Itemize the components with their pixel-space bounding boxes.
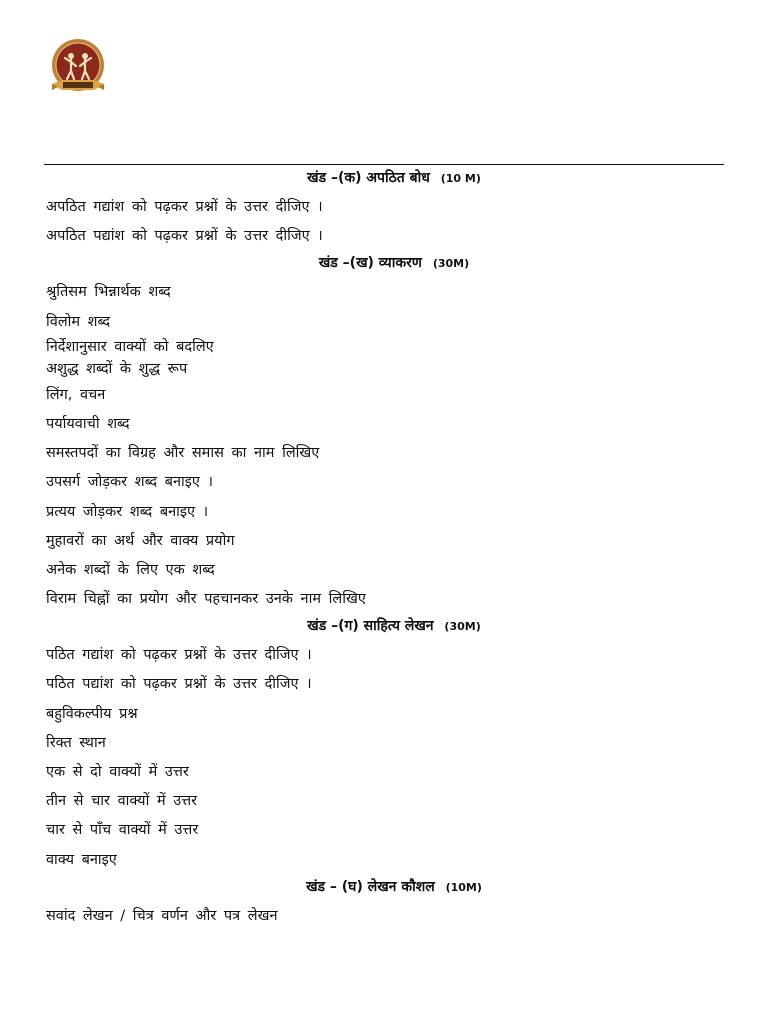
list-item: एक से दो वाक्यों में उत्तर bbox=[46, 764, 189, 780]
school-logo bbox=[49, 38, 107, 98]
list-item: अपठित गद्यांश को पढ़कर प्रश्नों के उत्तर दीजिए । bbox=[46, 199, 323, 215]
list-item: विलोम शब्द bbox=[46, 313, 111, 330]
list-item: बहुविकल्पीय प्रश्न bbox=[46, 705, 138, 722]
list-item: रिक्त स्थान bbox=[46, 734, 106, 751]
list-item: पठित पद्यांश को पढ़कर प्रश्नों के उत्तर दीजिए । bbox=[46, 676, 312, 693]
section-marks: (10 M) bbox=[440, 172, 481, 185]
list-item: अपठित पद्यांश को पढ़कर प्रश्नों के उत्तर दीजिए । bbox=[46, 228, 323, 245]
list-item: पठित गद्यांश को पढ़कर प्रश्नों के उत्तर दीजिए । bbox=[46, 647, 312, 664]
section-title: खंड – (घ) लेखन कौशल bbox=[306, 878, 435, 895]
list-item: सवांद लेखन / चित्र वर्णन और पत्र लेखन bbox=[46, 907, 278, 924]
section-heading bbox=[0, 614, 768, 639]
section-marks: (30M) bbox=[432, 257, 470, 271]
section-marks: (30M) bbox=[444, 620, 481, 634]
list-item: अनेक शब्दों के लिए एक शब्द bbox=[46, 561, 215, 578]
list-item: उपसर्ग जोड़कर शब्द बनाइए । bbox=[46, 474, 214, 491]
list-item: तीन से चार वाक्यों में उत्तर bbox=[46, 793, 198, 810]
header-divider bbox=[44, 164, 724, 165]
syllabus-content bbox=[0, 166, 768, 931]
section-title: खंड –(ख) व्याकरण bbox=[318, 255, 422, 272]
section-ka bbox=[0, 166, 768, 251]
list-item: निर्देशानुसार वाक्यों को बदलिए bbox=[46, 338, 214, 355]
section-items bbox=[0, 902, 768, 931]
list-item: मुहावरों का अर्थ और वाक्य प्रयोग bbox=[46, 532, 235, 549]
section-items bbox=[0, 193, 768, 251]
section-heading bbox=[0, 251, 768, 276]
section-gha bbox=[0, 875, 768, 931]
list-item: चार से पाँच वाक्यों में उत्तर bbox=[46, 822, 199, 839]
section-items bbox=[0, 641, 768, 875]
section-heading bbox=[0, 166, 768, 191]
list-item: समस्तपदों का विग्रह और समास का नाम लिखिए bbox=[46, 445, 320, 462]
list-item: विराम चिह्नों का प्रयोग और पहचानकर उनके नाम लिखिए bbox=[46, 591, 366, 608]
section-kha bbox=[0, 251, 768, 614]
section-title: खंड –(क) अपठित बोध bbox=[307, 170, 430, 186]
school-emblem-icon bbox=[49, 38, 107, 98]
list-item: प्रत्यय जोड़कर शब्द बनाइए । bbox=[46, 503, 209, 520]
section-ga bbox=[0, 614, 768, 875]
section-marks: (10M) bbox=[445, 880, 482, 894]
list-item: लिंग, वचन bbox=[46, 386, 106, 403]
list-item: पर्यायवाची शब्द bbox=[46, 415, 130, 432]
section-title: खंड –(ग) साहित्य लेखन bbox=[307, 618, 434, 635]
section-heading bbox=[0, 875, 768, 900]
list-item: श्रुतिसम भिन्नार्थक शब्द bbox=[46, 284, 171, 301]
list-item: अशुद्ध शब्दों के शुद्ध रूप bbox=[46, 360, 188, 377]
section-items bbox=[0, 278, 768, 614]
list-item: वाक्य बनाइए bbox=[46, 851, 117, 868]
